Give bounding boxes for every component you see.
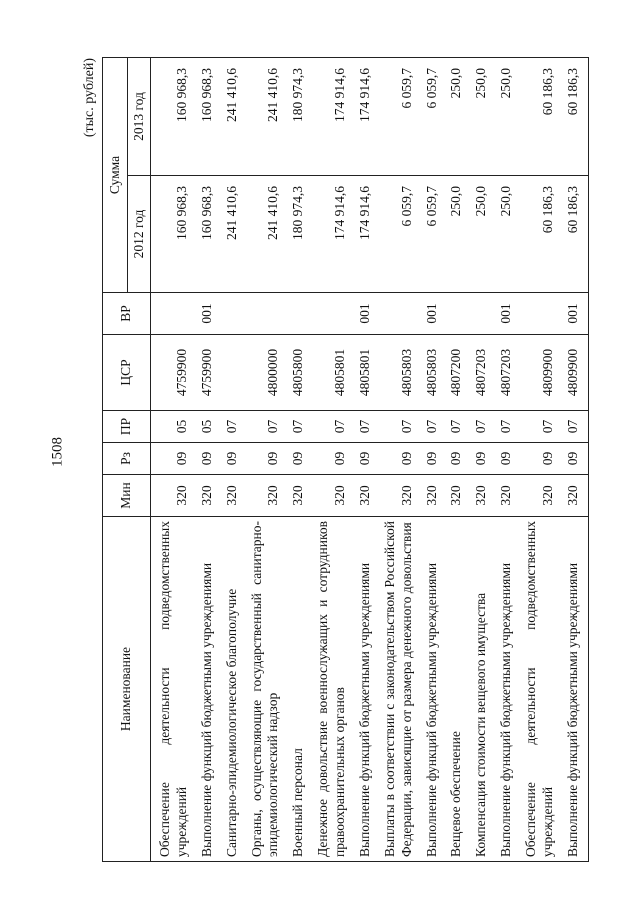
header-rz: Рз [103,443,151,475]
row-sum-2012: 180 974,3 [288,176,313,293]
row-min: 320 [355,475,380,517]
row-pr: 07 [563,411,588,443]
header-pr: ПР [103,411,151,443]
row-min: 320 [288,475,313,517]
row-vr [288,293,313,335]
row-pr: 07 [521,411,563,443]
row-sum-2013: 160 968,3 [197,57,222,175]
row-min: 320 [197,475,222,517]
row-sum-2013: 60 186,3 [563,57,588,175]
row-min: 320 [521,475,563,517]
row-pr: 07 [446,411,471,443]
row-rz: 09 [247,443,289,475]
row-vr: 001 [496,293,521,335]
row-min: 320 [422,475,447,517]
table-row [380,57,422,861]
row-sum-2012: 60 186,3 [521,176,563,293]
header-csr: ЦСР [103,335,151,411]
row-min: 320 [247,475,289,517]
unit-label: (тыс. рублей) [82,58,97,138]
row-sum-2013: 250,0 [446,57,471,175]
row-sum-2013: 241 410,6 [222,57,247,175]
row-min: 320 [313,475,355,517]
row-pr: 07 [288,411,313,443]
budget-table [102,57,589,862]
table-row [288,57,313,861]
row-pr: 07 [355,411,380,443]
row-name: Военный персонал [288,517,313,862]
row-rz: 09 [151,443,197,475]
page-number: 1508 [49,437,66,467]
table-row [197,57,222,861]
row-sum-2013: 174 914,6 [313,57,355,175]
row-csr: 4807203 [471,335,496,411]
header-row [103,57,128,861]
header-sum: Сумма [103,57,128,292]
row-vr: 001 [422,293,447,335]
rotated-table-area [82,42,622,862]
row-csr: 4759900 [197,335,222,411]
row-rz: 09 [496,443,521,475]
header-2013: 2013 год [128,57,151,175]
row-pr: 07 [380,411,422,443]
row-sum-2013: 6 059,7 [422,57,447,175]
row-sum-2012: 6 059,7 [380,176,422,293]
row-sum-2013: 6 059,7 [380,57,422,175]
row-csr: 4805801 [355,335,380,411]
row-sum-2013: 250,0 [471,57,496,175]
row-pr: 07 [247,411,289,443]
table-row [355,57,380,861]
row-vr: 001 [563,293,588,335]
table-row [496,57,521,861]
row-csr [222,335,247,411]
row-sum-2013: 160 968,3 [151,57,197,175]
row-csr: 4807203 [496,335,521,411]
row-name: Органы, осуществляющие государственный санитарно-эпидемиологический надзор [247,517,289,862]
table-row [422,57,447,861]
row-csr: 4805801 [313,335,355,411]
row-sum-2013: 174 914,6 [355,57,380,175]
row-rz: 09 [380,443,422,475]
row-csr: 4809900 [563,335,588,411]
row-min: 320 [222,475,247,517]
row-vr [471,293,496,335]
row-sum-2012: 60 186,3 [563,176,588,293]
row-vr [446,293,471,335]
row-sum-2012: 250,0 [471,176,496,293]
row-rz: 09 [197,443,222,475]
row-pr: 07 [313,411,355,443]
row-name: Выполнение функций бюджетными учреждениями [496,517,521,862]
row-vr [521,293,563,335]
header-name: Наименование [103,517,151,862]
row-name: Выплаты в соответствии с законодательством Российской Федерации, зависящие от размера денежного довольствия [380,517,422,862]
row-name: Обеспечение деятельности подведомственных учреждений [521,517,563,862]
table-row [222,57,247,861]
row-name: Обеспечение деятельности подведомственных учреждений [151,517,197,862]
table-row [471,57,496,861]
row-vr [151,293,197,335]
row-csr: 4805803 [422,335,447,411]
row-sum-2013: 250,0 [496,57,521,175]
row-csr: 4805800 [288,335,313,411]
row-rz: 09 [471,443,496,475]
row-rz: 09 [288,443,313,475]
row-name: Компенсация стоимости вещевого имущества [471,517,496,862]
row-sum-2012: 160 968,3 [197,176,222,293]
row-min: 320 [446,475,471,517]
row-min: 320 [471,475,496,517]
row-min: 320 [151,475,197,517]
row-rz: 09 [446,443,471,475]
row-name: Выполнение функций бюджетными учреждениями [422,517,447,862]
row-pr: 05 [197,411,222,443]
row-sum-2012: 241 410,6 [222,176,247,293]
row-min: 320 [380,475,422,517]
row-name: Денежное довольствие военнослужащих и сотрудников правоохранительных органов [313,517,355,862]
row-min: 320 [496,475,521,517]
row-rz: 09 [313,443,355,475]
row-pr: 07 [496,411,521,443]
table-body [151,57,589,861]
table-row [521,57,563,861]
table-row [313,57,355,861]
row-sum-2012: 250,0 [496,176,521,293]
table-row [446,57,471,861]
row-sum-2012: 250,0 [446,176,471,293]
row-vr [222,293,247,335]
row-rz: 09 [355,443,380,475]
row-vr [313,293,355,335]
row-sum-2012: 241 410,6 [247,176,289,293]
row-sum-2013: 60 186,3 [521,57,563,175]
row-csr: 4807200 [446,335,471,411]
table-row [151,57,197,861]
row-min: 320 [563,475,588,517]
row-sum-2012: 174 914,6 [313,176,355,293]
row-vr [380,293,422,335]
row-sum-2013: 180 974,3 [288,57,313,175]
row-sum-2013: 241 410,6 [247,57,289,175]
row-csr: 4809900 [521,335,563,411]
row-csr: 4800000 [247,335,289,411]
header-2012: 2012 год [128,176,151,293]
row-name: Выполнение функций бюджетными учреждениями [563,517,588,862]
table-row [563,57,588,861]
row-csr: 4805803 [380,335,422,411]
row-pr: 07 [471,411,496,443]
header-min: Мин [103,475,151,517]
row-pr: 07 [222,411,247,443]
row-pr: 07 [422,411,447,443]
table-row [247,57,289,861]
row-vr: 001 [355,293,380,335]
header-vr: ВР [103,293,151,335]
row-pr: 05 [151,411,197,443]
row-sum-2012: 174 914,6 [355,176,380,293]
row-sum-2012: 6 059,7 [422,176,447,293]
row-name: Выполнение функций бюджетными учреждениями [355,517,380,862]
row-csr: 4759900 [151,335,197,411]
row-name: Вещевое обеспечение [446,517,471,862]
row-rz: 09 [422,443,447,475]
row-vr: 001 [197,293,222,335]
row-name: Санитарно-эпидемиологическое благополучие [222,517,247,862]
row-vr [247,293,289,335]
row-name: Выполнение функций бюджетными учреждениями [197,517,222,862]
row-rz: 09 [222,443,247,475]
row-rz: 09 [521,443,563,475]
row-sum-2012: 160 968,3 [151,176,197,293]
row-rz: 09 [563,443,588,475]
